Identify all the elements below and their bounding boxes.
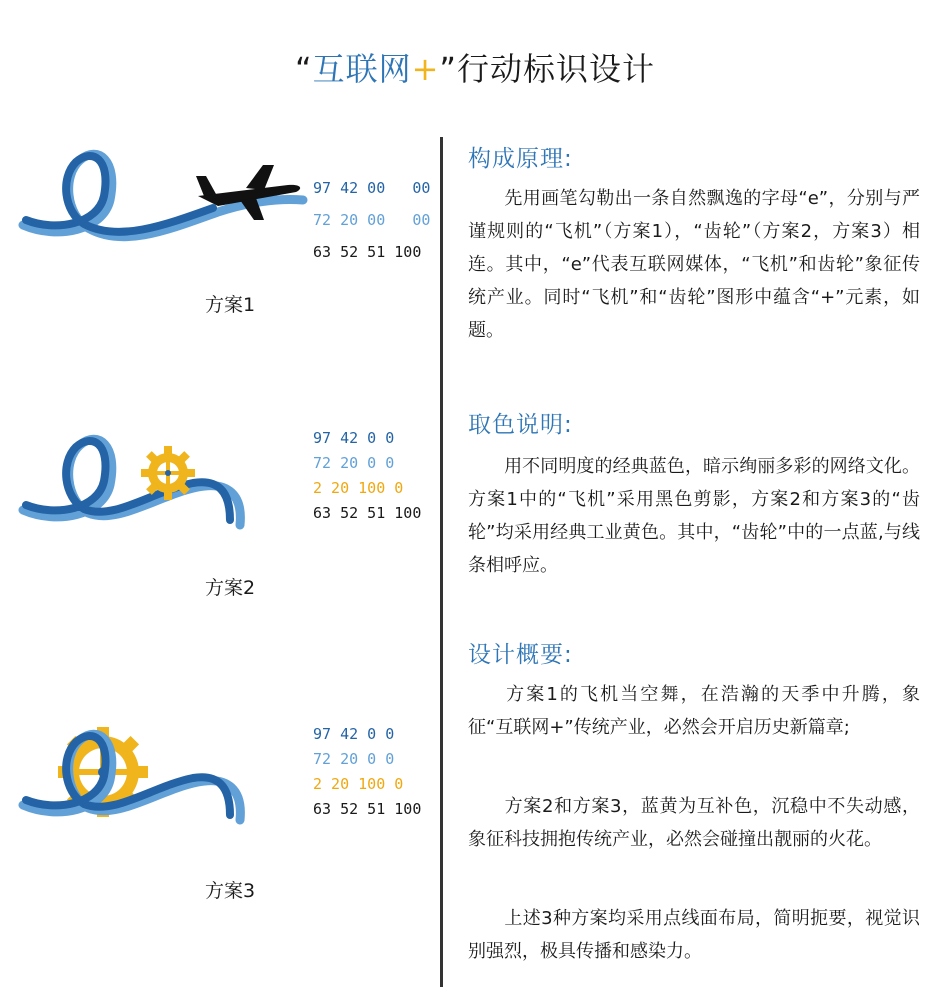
title-brand: 互联网: [312, 50, 412, 88]
summary-text-3: [468, 902, 920, 968]
summary-text-1: [468, 678, 920, 744]
cmyk-yellow: 2 20 100 0: [313, 775, 404, 793]
cmyk-light-blue: 72 20 0 0: [313, 454, 395, 472]
scheme3-label: 方案3: [205, 880, 256, 902]
principle-body: 先用画笔勾勒出一条自然飘逸的字母“e”，分别与严谨规则的“飞机”（方案1），“齿轮”（方案2，方案3）相连。其中，“e”代表互联网媒体，“飞机”和齿轮”象征传统产业。同时“飞机”和“齿轮”图形中蕴含“+”元素，如题。: [468, 188, 920, 341]
cmyk-dark-blue: 97 42 0 0: [313, 429, 395, 447]
scheme2-cmyk: [313, 426, 421, 526]
vertical-divider: [440, 137, 443, 987]
summary-body-3: 上述3种方案均采用点线面布局，简明扼要，视觉识别强烈，极具传播和感染力。: [468, 908, 920, 962]
color-heading: 取色说明:: [468, 412, 573, 438]
cmyk-black: 63 52 51 100: [313, 800, 422, 818]
scheme2-logo: [18, 425, 268, 540]
summary-body-2: 方案2和方案3，蓝黄为互补色，沉稳中不失动感，象征科技拥抱传统产业，必然会碰撞出靓丽的火花。: [468, 796, 920, 850]
scheme1-label: 方案1: [205, 294, 256, 316]
principle-text: [468, 182, 920, 347]
color-body: 用不同明度的经典蓝色，暗示绚丽多彩的网络文化。方案1中的“飞机”采用黑色剪影，方案2和方案3的“齿轮”均采用经典工业黄色。其中，“齿轮”中的一点蓝,与线条相呼应。: [468, 456, 920, 576]
cmyk-yellow: 2 20 100 0: [313, 479, 404, 497]
title-open-quote: “: [295, 50, 313, 88]
cmyk-black: 63 52 51 100: [313, 243, 422, 261]
scheme1-cmyk: [313, 172, 430, 268]
summary-text-2: [468, 790, 920, 856]
principle-heading: 构成原理:: [468, 146, 573, 172]
cmyk-black: 63 52 51 100: [313, 504, 422, 522]
page-title: [0, 44, 950, 94]
scheme1-logo: [18, 140, 308, 260]
scheme2-label: 方案2: [205, 577, 256, 599]
cmyk-light-blue: 72 20 00 00: [313, 211, 431, 229]
color-text: [468, 450, 920, 582]
summary-body-1: 方案1的飞机当空舞，在浩瀚的天季中升腾，象征“互联网+”传统产业，必然会开启历史新篇章;: [468, 684, 920, 738]
title-plus: +: [411, 50, 440, 88]
scheme3-cmyk: [313, 722, 421, 822]
summary-heading: 设计概要:: [468, 642, 573, 668]
gear-icon: [141, 446, 195, 500]
cmyk-dark-blue: 97 42 0 0: [313, 725, 395, 743]
scheme3-logo: [18, 720, 268, 835]
cmyk-dark-blue: 97 42 00 00: [313, 179, 431, 197]
cmyk-light-blue: 72 20 0 0: [313, 750, 395, 768]
title-rest: ”行动标识设计: [439, 50, 655, 88]
